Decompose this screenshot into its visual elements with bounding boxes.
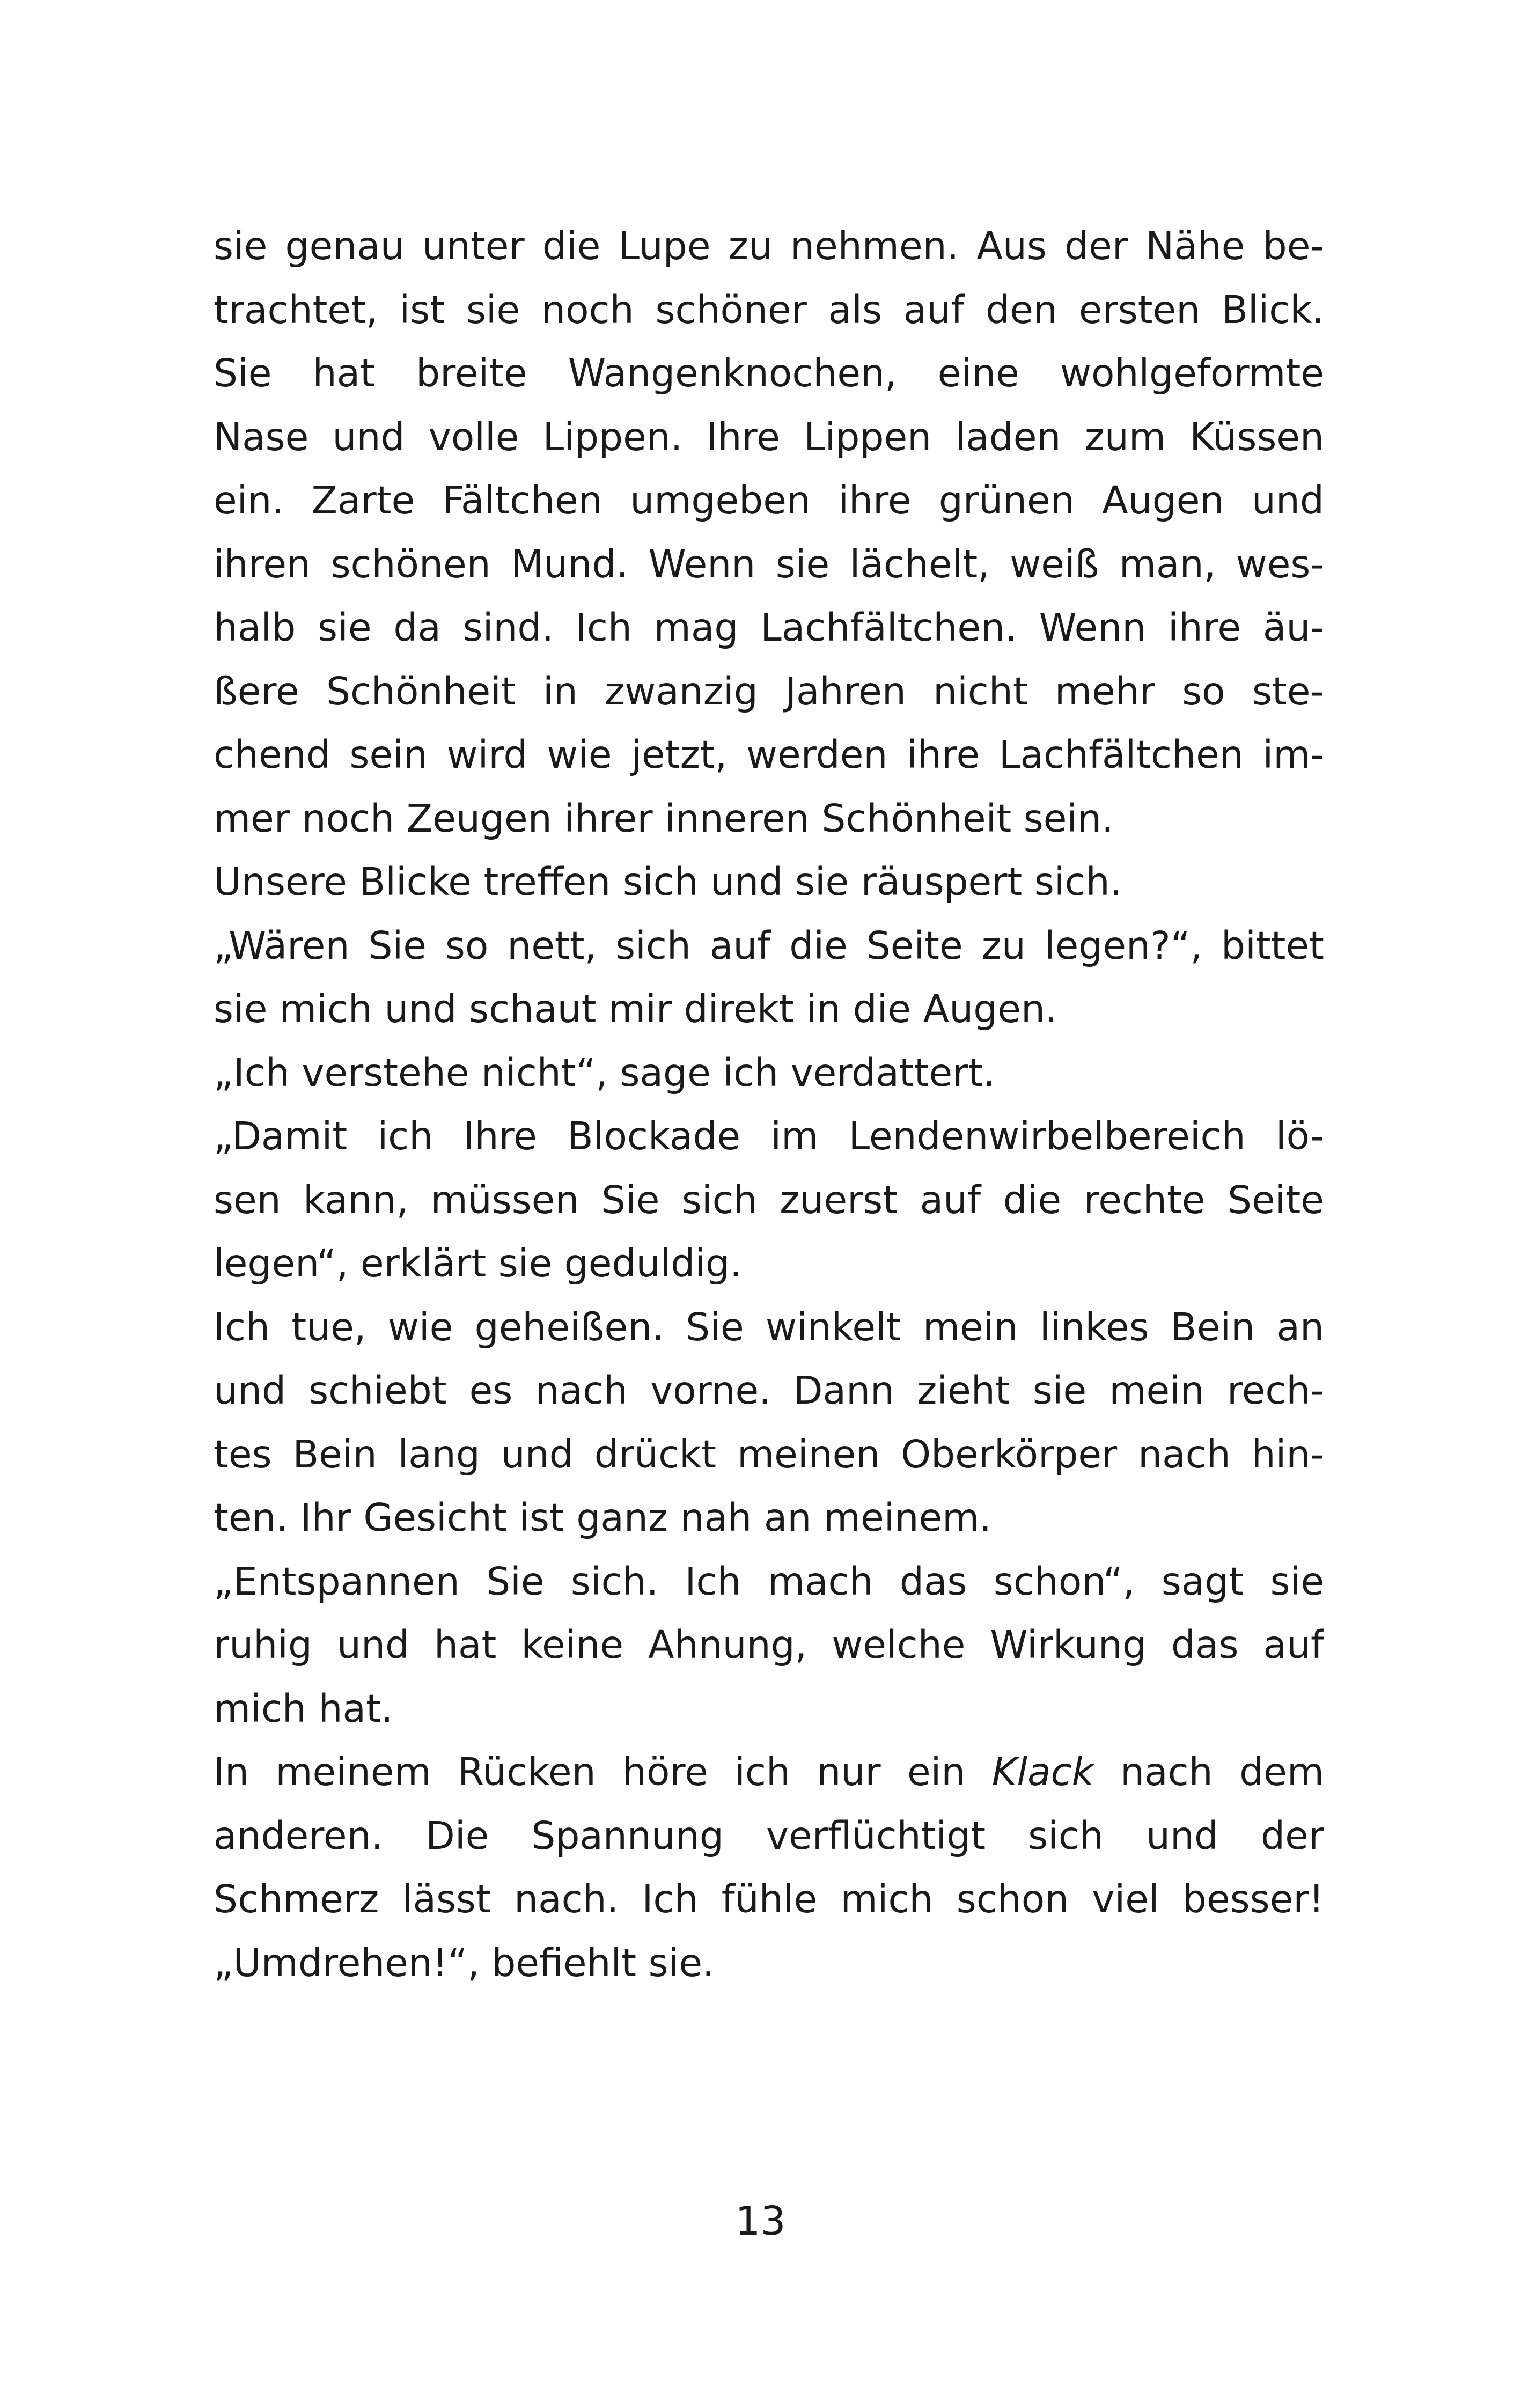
text-line: mich hat. — [214, 1686, 393, 1731]
text-line: ten. Ihr Gesicht ist ganz nah an meinem. — [214, 1495, 991, 1540]
text-line: „Entspannen Sie sich. Ich mach das schon“, sagt sie — [214, 1559, 1324, 1604]
text-line: mer noch Zeugen ihrer inneren Schönheit sein. — [214, 796, 1114, 841]
text-line: Unsere Blicke treffen sich und sie räuspert sich. — [214, 860, 1122, 904]
text-line: tes Bein lang und drückt meinen Oberkörper nach hin- — [214, 1431, 1324, 1477]
text-line: sie genau unter die Lupe zu nehmen. Aus der Nähe be- — [214, 224, 1324, 268]
text-line: ruhig und hat keine Ahnung, welche Wirkung das auf — [214, 1623, 1324, 1667]
text-line: ihren schönen Mund. Wenn sie lächelt, weiß man, wes- — [214, 541, 1324, 586]
text-segment: In meinem Rücken höre ich nur ein — [214, 1750, 992, 1794]
text-line: und schiebt es nach vorne. Dann zieht sie mein rech- — [214, 1368, 1324, 1413]
text-line — [214, 1741, 1324, 1804]
text-line: sie mich und schaut mir direkt in die Augen. — [214, 987, 1057, 1031]
text-line: „Umdrehen!“, befiehlt sie. — [214, 1940, 715, 1985]
text-line: trachtet, ist sie noch schöner als auf den ersten Blick. — [214, 287, 1324, 332]
text-line: Nase und volle Lippen. Ihre Lippen laden zum Küssen — [214, 414, 1324, 459]
text-line: legen“, erklärt sie geduldig. — [214, 1241, 742, 1286]
text-line: „Wären Sie so nett, sich auf die Seite zu legen?“, bittet — [214, 923, 1324, 968]
text-line: ßere Schönheit in zwanzig Jahren nicht mehr so ste- — [214, 669, 1324, 714]
text-line: anderen. Die Spannung verflüchtigt sich und der — [214, 1813, 1324, 1858]
text-line: chend sein wird wie jetzt, werden ihre Lachfältchen im- — [214, 732, 1324, 777]
body-text — [214, 215, 1324, 1995]
text-line: Ich tue, wie geheißen. Sie winkelt mein linkes Bein an — [214, 1304, 1324, 1349]
text-line: Schmerz lässt nach. Ich fühle mich schon viel besser! — [214, 1877, 1324, 1921]
emphasis-text: Klack — [991, 1750, 1094, 1794]
text-line: Sie hat breite Wangenknochen, eine wohlgeformte — [214, 351, 1324, 395]
text-line: sen kann, müssen Sie sich zuerst auf die rechte Seite — [214, 1177, 1324, 1222]
text-line: ein. Zarte Fältchen umgeben ihre grünen Augen und — [214, 478, 1324, 523]
page-number: 13 — [735, 2198, 786, 2244]
text-line: „Ich verstehe nicht“, sage ich verdattert. — [214, 1050, 995, 1095]
text-segment: nach dem — [1093, 1750, 1324, 1794]
text-line: halb sie da sind. Ich mag Lachfältchen. Wenn ihre äu- — [214, 605, 1324, 650]
text-line: „Damit ich Ihre Blockade im Lendenwirbelbereich lö- — [214, 1114, 1324, 1158]
